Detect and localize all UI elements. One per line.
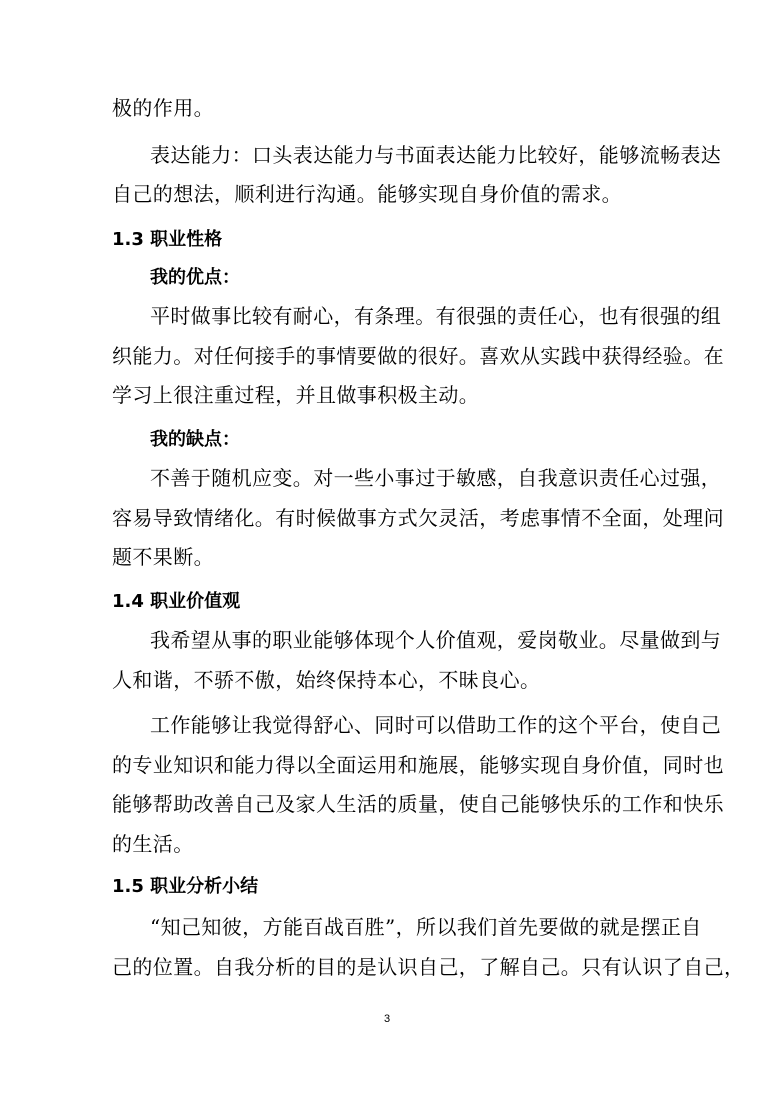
sub-heading: 我的缺点： bbox=[150, 429, 240, 450]
section-heading: 1.5 职业分析小结 bbox=[112, 876, 259, 897]
sub-heading: 我的优点： bbox=[150, 267, 240, 288]
paragraph-line: “知己知彼，方能百战百胜”，所以我们首先要做的就是摆正自 bbox=[150, 915, 702, 939]
paragraph-line: 的生活。 bbox=[112, 832, 194, 856]
paragraph-line: 不善于随机应变。对一些小事过于敏感，自我意识责任心过强， bbox=[150, 466, 722, 490]
paragraph-line: 极的作用。 bbox=[112, 96, 214, 120]
paragraph-line: 工作能够让我觉得舒心、同时可以借助工作的这个平台，使自己 bbox=[150, 713, 722, 737]
paragraph-line: 能够帮助改善自己及家人生活的质量，使自己能够快乐的工作和快乐 bbox=[112, 792, 724, 816]
paragraph-line: 表达能力：口头表达能力与书面表达能力比较好，能够流畅表达 bbox=[150, 143, 722, 167]
paragraph-line: 学习上很注重过程，并且做事积极主动。 bbox=[112, 383, 480, 407]
paragraph-line: 己的位置。自我分析的目的是认识自己，了解自己。只有认识了自己， bbox=[112, 955, 745, 979]
paragraph-line: 人和谐，不骄不傲，始终保持本心，不昧良心。 bbox=[112, 668, 541, 692]
section-heading: 1.3 职业性格 bbox=[112, 229, 223, 250]
paragraph-line: 平时做事比较有耐心，有条理。有很强的责任心，也有很强的组 bbox=[150, 304, 722, 328]
paragraph-line: 织能力。对任何接手的事情要做的很好。喜欢从实践中获得经验。在 bbox=[112, 344, 724, 368]
page-number: 3 bbox=[383, 1013, 391, 1025]
paragraph-line: 的专业知识和能力得以全面运用和施展，能够实现自身价值，同时也 bbox=[112, 753, 724, 777]
paragraph-line: 自己的想法，顺利进行沟通。能够实现自身价值的需求。 bbox=[112, 182, 622, 206]
section-heading: 1.4 职业价值观 bbox=[112, 591, 241, 612]
paragraph-line: 题不果断。 bbox=[112, 545, 214, 569]
paragraph-line: 容易导致情绪化。有时候做事方式欠灵活，考虑事情不全面，处理问 bbox=[112, 506, 724, 530]
paragraph-line: 我希望从事的职业能够体现个人价值观，爱岗敬业。尽量做到与 bbox=[150, 628, 722, 652]
